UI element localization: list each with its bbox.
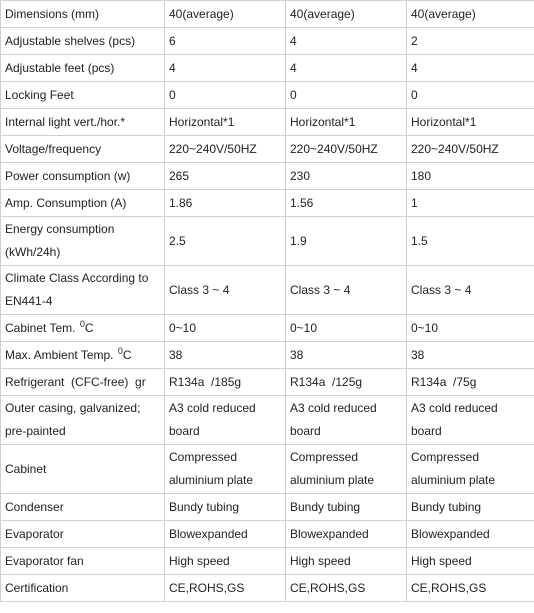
table-row — [1, 1, 534, 28]
param-cell: Internal light vert./hor.* — [1, 109, 165, 136]
value-cell: 4 — [165, 55, 286, 82]
table-row — [1, 369, 534, 396]
value-cell: 38 — [286, 342, 407, 369]
param-cell: Amp. Consumption (A) — [1, 190, 165, 217]
value-cell: 4 — [407, 55, 534, 82]
value-cell: CE,ROHS,GS — [165, 575, 286, 602]
table-row — [1, 266, 534, 315]
value-cell: Horizontal*1 — [407, 109, 534, 136]
value-cell: A3 cold reduced board — [407, 396, 534, 445]
param-label: Max. Ambient Temp. — [5, 347, 114, 362]
value-cell: R134a /125g — [286, 369, 407, 396]
value-cell: 38 — [165, 342, 286, 369]
value-cell: 0~10 — [165, 315, 286, 342]
param-cell: Climate Class According to EN441-4 — [1, 266, 165, 315]
superscript-degree: 0 — [117, 345, 123, 356]
value-cell: 0 — [286, 82, 407, 109]
value-cell: High speed — [165, 548, 286, 575]
value-cell: Horizontal*1 — [286, 109, 407, 136]
param-cell: Cabinet — [1, 445, 165, 494]
value-cell: 0~10 — [407, 315, 534, 342]
param-cell — [1, 315, 165, 342]
value-cell: High speed — [407, 548, 534, 575]
value-cell: 40(average) — [407, 1, 534, 28]
table-row — [1, 28, 534, 55]
param-cell: Locking Feet — [1, 82, 165, 109]
param-cell: Dimensions (mm) — [1, 1, 165, 28]
table-row — [1, 190, 534, 217]
table-row — [1, 55, 534, 82]
value-cell: Compressed aluminium plate — [407, 445, 534, 494]
value-cell: Compressed aluminium plate — [286, 445, 407, 494]
table-row — [1, 575, 534, 602]
value-cell: 1.5 — [407, 217, 534, 266]
value-cell: Class 3 ~ 4 — [286, 266, 407, 315]
table-row — [1, 494, 534, 521]
value-cell: 0~10 — [286, 315, 407, 342]
param-cell: Refrigerant (CFC-free) gr — [1, 369, 165, 396]
table-row — [1, 445, 534, 494]
value-cell: 1.86 — [165, 190, 286, 217]
value-cell: 220~240V/50HZ — [165, 136, 286, 163]
table-row — [1, 396, 534, 445]
value-cell: High speed — [286, 548, 407, 575]
value-cell: 1.56 — [286, 190, 407, 217]
value-cell: 40(average) — [286, 1, 407, 28]
table-row — [1, 109, 534, 136]
value-cell: Class 3 ~ 4 — [407, 266, 534, 315]
unit-label: C — [84, 320, 94, 335]
table-row — [1, 82, 534, 109]
value-cell: 1 — [407, 190, 534, 217]
value-cell: A3 cold reduced board — [165, 396, 286, 445]
table-row — [1, 163, 534, 190]
value-cell: 230 — [286, 163, 407, 190]
value-cell: 220~240V/50HZ — [286, 136, 407, 163]
param-cell: Voltage/frequency — [1, 136, 165, 163]
value-cell: Blowexpanded — [165, 521, 286, 548]
table-row — [1, 136, 534, 163]
value-cell: CE,ROHS,GS — [286, 575, 407, 602]
param-cell — [1, 342, 165, 369]
value-cell: Compressed aluminium plate — [165, 445, 286, 494]
value-cell: 220~240V/50HZ — [407, 136, 534, 163]
superscript-degree: 0 — [79, 318, 85, 329]
param-cell: Outer casing, galvanized; pre-painted — [1, 396, 165, 445]
param-label: Cabinet Tem. — [5, 320, 76, 335]
table-row — [1, 315, 534, 342]
unit-label: C — [122, 347, 132, 362]
param-cell: Evaporator fan — [1, 548, 165, 575]
value-cell: 2 — [407, 28, 534, 55]
value-cell: Blowexpanded — [407, 521, 534, 548]
table-row — [1, 217, 534, 266]
value-cell: 4 — [286, 28, 407, 55]
value-cell: Bundy tubing — [407, 494, 534, 521]
value-cell: 2.5 — [165, 217, 286, 266]
param-cell: Power consumption (w) — [1, 163, 165, 190]
value-cell: 6 — [165, 28, 286, 55]
value-cell: A3 cold reduced board — [286, 396, 407, 445]
value-cell: 0 — [165, 82, 286, 109]
value-cell: Bundy tubing — [286, 494, 407, 521]
value-cell: Bundy tubing — [165, 494, 286, 521]
value-cell: 38 — [407, 342, 534, 369]
value-cell: CE,ROHS,GS — [407, 575, 534, 602]
value-cell: Class 3 ~ 4 — [165, 266, 286, 315]
param-cell: Adjustable feet (pcs) — [1, 55, 165, 82]
param-cell: Evaporator — [1, 521, 165, 548]
table-row — [1, 521, 534, 548]
value-cell: 40(average) — [165, 1, 286, 28]
param-cell: Adjustable shelves (pcs) — [1, 28, 165, 55]
param-cell: Condenser — [1, 494, 165, 521]
value-cell: 0 — [407, 82, 534, 109]
value-cell: 265 — [165, 163, 286, 190]
value-cell: R134a /75g — [407, 369, 534, 396]
table-row — [1, 342, 534, 369]
value-cell: R134a /185g — [165, 369, 286, 396]
table-row — [1, 548, 534, 575]
value-cell: 4 — [286, 55, 407, 82]
value-cell: 180 — [407, 163, 534, 190]
value-cell: Blowexpanded — [286, 521, 407, 548]
value-cell: Horizontal*1 — [165, 109, 286, 136]
param-cell: Energy consumption (kWh/24h) — [1, 217, 165, 266]
param-cell: Certification — [1, 575, 165, 602]
value-cell: 1.9 — [286, 217, 407, 266]
